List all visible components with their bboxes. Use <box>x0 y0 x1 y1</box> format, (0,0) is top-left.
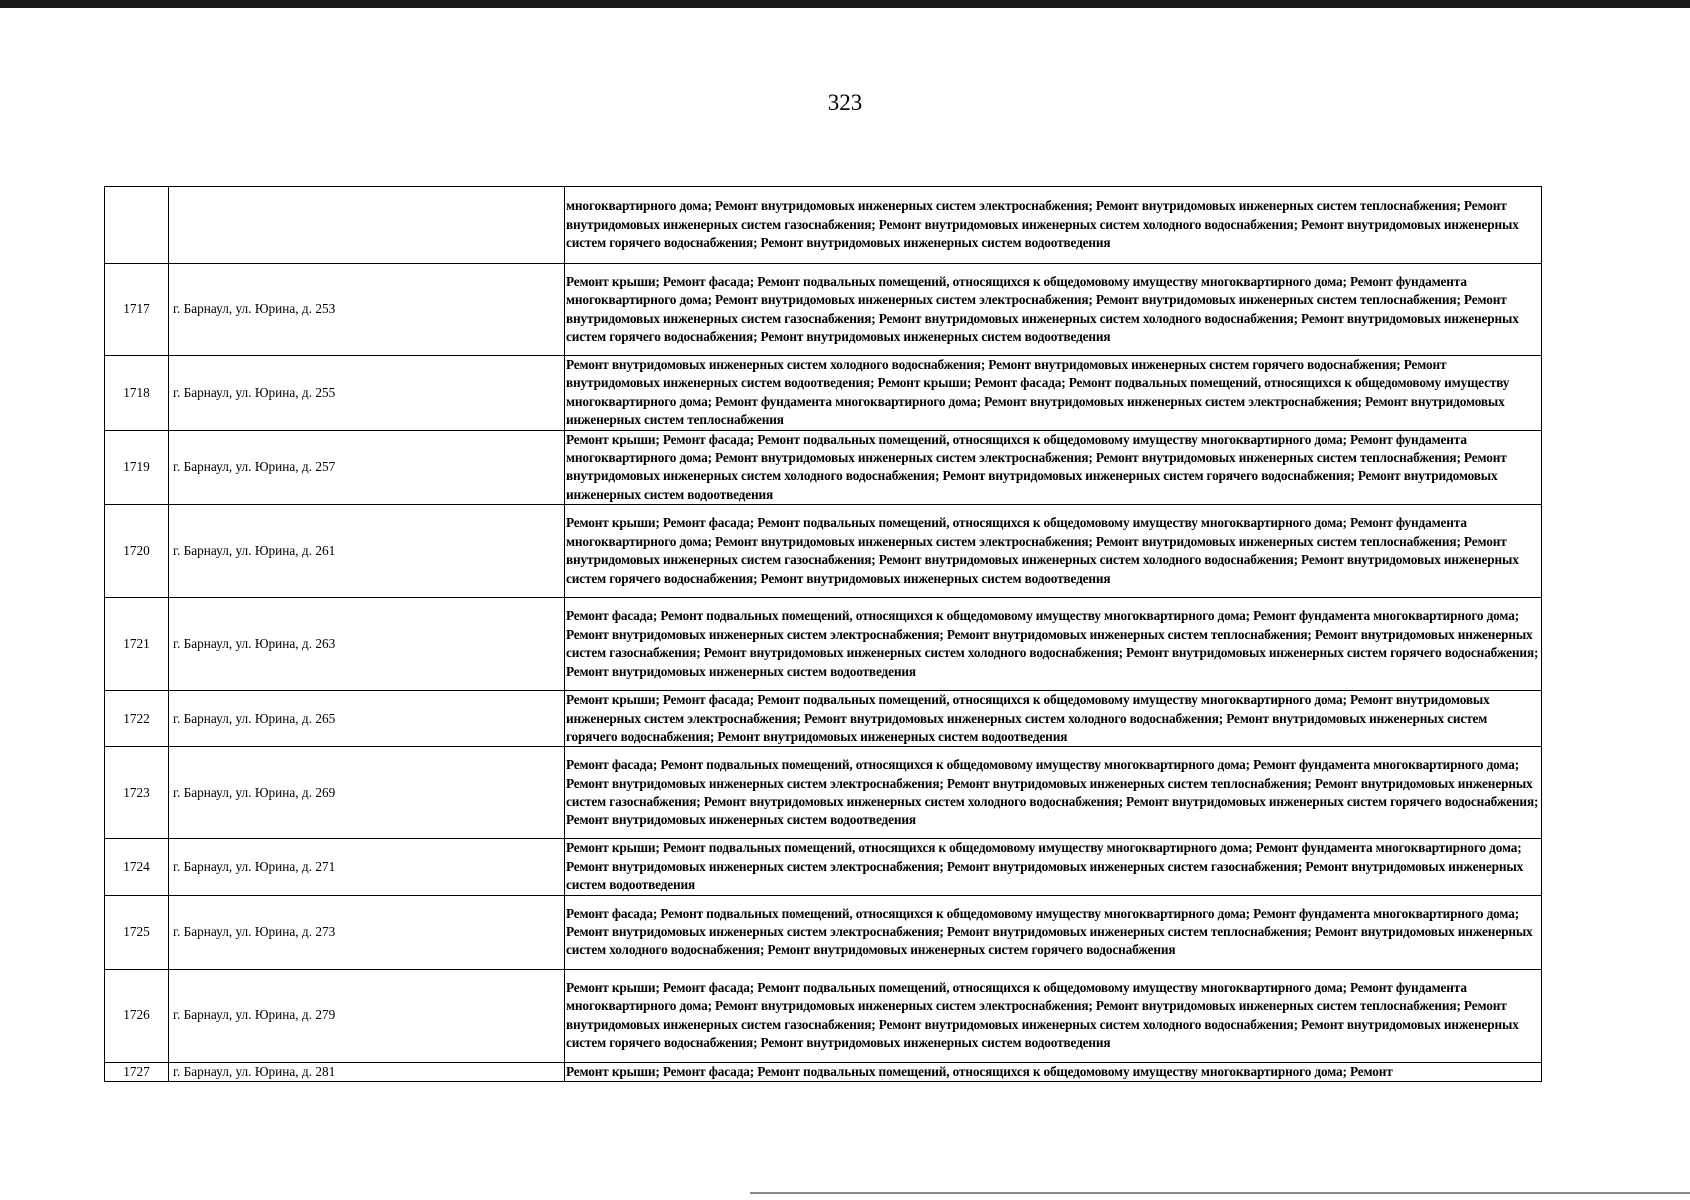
row-address: г. Барнаул, ул. Юрина, д. 257 <box>169 430 565 505</box>
row-address: г. Барнаул, ул. Юрина, д. 271 <box>169 839 565 895</box>
table-row <box>105 356 1542 431</box>
top-edge-rule <box>0 0 1690 8</box>
row-number: 1723 <box>105 747 169 839</box>
row-number <box>105 187 169 264</box>
row-number: 1726 <box>105 969 169 1062</box>
row-works <box>565 264 1542 356</box>
page-number: 323 <box>827 90 863 115</box>
row-works <box>565 895 1542 969</box>
repair-works-table <box>104 186 1542 1082</box>
row-works <box>565 505 1542 598</box>
row-works <box>565 356 1542 431</box>
row-number: 1721 <box>105 598 169 691</box>
row-works-text: Ремонт крыши; Ремонт фасада; Ремонт подвальных помещений, относящихся к общедомовому имуществу многоквартирного дома; Ремонт фундамента многоквартирного дома; Ремонт внутридомовых инженерных систем электроснабжения; Ремонт внутридомовых инженерных систем теплоснабжения; Ремонт внутридомовых инженерных систем газоснабжения; Ремонт внутридомовых инженерных систем холодного водоснабжения; Ремонт внутридомовых инженерных систем горячего водоснабжения; Ремонт внутридомовых инженерных систем водоотведения <box>566 273 1519 344</box>
row-works-text: Ремонт крыши; Ремонт фасада; Ремонт подвальных помещений, относящихся к общедомовому имуществу многоквартирного дома; Ремонт <box>566 1063 1393 1079</box>
table-row <box>105 264 1542 356</box>
row-number: 1719 <box>105 430 169 505</box>
row-works <box>565 1062 1542 1081</box>
table-row <box>105 839 1542 895</box>
table-row <box>105 187 1542 264</box>
row-address: г. Барнаул, ул. Юрина, д. 281 <box>169 1062 565 1081</box>
row-works-text: Ремонт крыши; Ремонт подвальных помещений, относящихся к общедомовому имуществу многоквартирного дома; Ремонт фундамента многоквартирного дома; Ремонт внутридомовых инженерных систем электроснабжения; Ремонт внутридомовых инженерных систем газоснабжения; Ремонт внутридомовых инженерных систем водоотведения <box>566 840 1524 893</box>
table-row <box>105 969 1542 1062</box>
row-works-text: Ремонт внутридомовых инженерных систем холодного водоснабжения; Ремонт внутридомовых инженерных систем горячего водоснабжения; Ремонт внутридомовых инженерных систем водоотведения; Ремонт крыши; Ремонт фасада; Ремонт подвальных помещений, относящихся к общедомовому имуществу многоквартирного дома; Ремонт фундамента многоквартирного дома; Ремонт внутридомовых инженерных систем электроснабжения; Ремонт внутридомовых инженерных систем теплоснабжения <box>566 357 1510 428</box>
row-number: 1718 <box>105 356 169 431</box>
row-address: г. Барнаул, ул. Юрина, д. 253 <box>169 264 565 356</box>
row-works-text: Ремонт крыши; Ремонт фасада; Ремонт подвальных помещений, относящихся к общедомовому имуществу многоквартирного дома; Ремонт фундамента многоквартирного дома; Ремонт внутридомовых инженерных систем электроснабжения; Ремонт внутридомовых инженерных систем теплоснабжения; Ремонт внутридомовых инженерных систем газоснабжения; Ремонт внутридомовых инженерных систем холодного водоснабжения; Ремонт внутридомовых инженерных систем горячего водоснабжения; Ремонт внутридомовых инженерных систем водоотведения <box>566 979 1519 1051</box>
row-number: 1724 <box>105 839 169 895</box>
row-address: г. Барнаул, ул. Юрина, д. 261 <box>169 505 565 598</box>
row-number: 1720 <box>105 505 169 598</box>
row-works-text: Ремонт крыши; Ремонт фасада; Ремонт подвальных помещений, относящихся к общедомовому имуществу многоквартирного дома; Ремонт фундамента многоквартирного дома; Ремонт внутридомовых инженерных систем электроснабжения; Ремонт внутридомовых инженерных систем теплоснабжения; Ремонт внутридомовых инженерных систем холодного водоснабжения; Ремонт внутридомовых инженерных систем горячего водоснабжения; Ремонт внутридомовых инженерных систем водоотведения <box>566 431 1507 502</box>
row-address: г. Барнаул, ул. Юрина, д. 279 <box>169 969 565 1062</box>
table-body <box>105 187 1542 1082</box>
row-address <box>169 187 565 264</box>
row-number: 1722 <box>105 691 169 747</box>
row-works-text: Ремонт крыши; Ремонт фасада; Ремонт подвальных помещений, относящихся к общедомовому имуществу многоквартирного дома; Ремонт внутридомовых инженерных систем электроснабжения; Ремонт внутридомовых инженерных систем холодного водоснабжения; Ремонт внутридомовых инженерных систем горячего водоснабжения; Ремонт внутридомовых инженерных систем водоотведения <box>566 692 1490 745</box>
table-row <box>105 895 1542 969</box>
row-number: 1727 <box>105 1062 169 1081</box>
row-address: г. Барнаул, ул. Юрина, д. 263 <box>169 598 565 691</box>
table-row <box>105 598 1542 691</box>
row-works <box>565 430 1542 505</box>
row-works-text: Ремонт фасада; Ремонт подвальных помещений, относящихся к общедомовому имуществу многоквартирного дома; Ремонт фундамента многоквартирного дома; Ремонт внутридомовых инженерных систем электроснабжения; Ремонт внутридомовых инженерных систем теплоснабжения; Ремонт внутридомовых инженерных систем холодного водоснабжения; Ремонт внутридомовых инженерных систем горячего водоснабжения <box>566 905 1533 958</box>
table-row <box>105 430 1542 505</box>
row-works-text: Ремонт крыши; Ремонт фасада; Ремонт подвальных помещений, относящихся к общедомовому имуществу многоквартирного дома; Ремонт фундамента многоквартирного дома; Ремонт внутридомовых инженерных систем электроснабжения; Ремонт внутридомовых инженерных систем теплоснабжения; Ремонт внутридомовых инженерных систем газоснабжения; Ремонт внутридомовых инженерных систем холодного водоснабжения; Ремонт внутридомовых инженерных систем горячего водоснабжения; Ремонт внутридомовых инженерных систем водоотведения <box>566 515 1519 586</box>
row-works <box>565 598 1542 691</box>
row-works <box>565 747 1542 839</box>
row-address: г. Барнаул, ул. Юрина, д. 273 <box>169 895 565 969</box>
row-address: г. Барнаул, ул. Юрина, д. 269 <box>169 747 565 839</box>
row-number: 1717 <box>105 264 169 356</box>
row-works <box>565 839 1542 895</box>
table-row <box>105 1062 1542 1081</box>
row-address: г. Барнаул, ул. Юрина, д. 265 <box>169 691 565 747</box>
row-works-text: многоквартирного дома; Ремонт внутридомовых инженерных систем электроснабжения; Ремонт внутридомовых инженерных систем теплоснабжения; Ремонт внутридомовых инженерных систем газоснабжения; Ремонт внутридомовых инженерных систем холодного водоснабжения; Ремонт внутридомовых инженерных систем горячего водоснабжения; Ремонт внутридомовых инженерных систем водоотведения <box>566 198 1519 251</box>
row-works <box>565 187 1542 264</box>
row-number: 1725 <box>105 895 169 969</box>
row-works-text: Ремонт фасада; Ремонт подвальных помещений, относящихся к общедомовому имуществу многоквартирного дома; Ремонт фундамента многоквартирного дома; Ремонт внутридомовых инженерных систем электроснабжения; Ремонт внутридомовых инженерных систем теплоснабжения; Ремонт внутридомовых инженерных систем газоснабжения; Ремонт внутридомовых инженерных систем холодного водоснабжения; Ремонт внутридомовых инженерных систем горячего водоснабжения; Ремонт внутридомовых инженерных систем водоотведения <box>566 757 1539 828</box>
row-works-text: Ремонт фасада; Ремонт подвальных помещений, относящихся к общедомовому имуществу многоквартирного дома; Ремонт фундамента многоквартирного дома; Ремонт внутридомовых инженерных систем электроснабжения; Ремонт внутридомовых инженерных систем теплоснабжения; Ремонт внутридомовых инженерных систем газоснабжения; Ремонт внутридомовых инженерных систем холодного водоснабжения; Ремонт внутридомовых инженерных систем горячего водоснабжения; Ремонт внутридомовых инженерных систем водоотведения <box>566 608 1539 679</box>
table-row <box>105 747 1542 839</box>
table-row <box>105 505 1542 598</box>
row-works <box>565 691 1542 747</box>
row-works <box>565 969 1542 1062</box>
bottom-edge-rule <box>750 1192 1690 1194</box>
table-row <box>105 691 1542 747</box>
row-address: г. Барнаул, ул. Юрина, д. 255 <box>169 356 565 431</box>
